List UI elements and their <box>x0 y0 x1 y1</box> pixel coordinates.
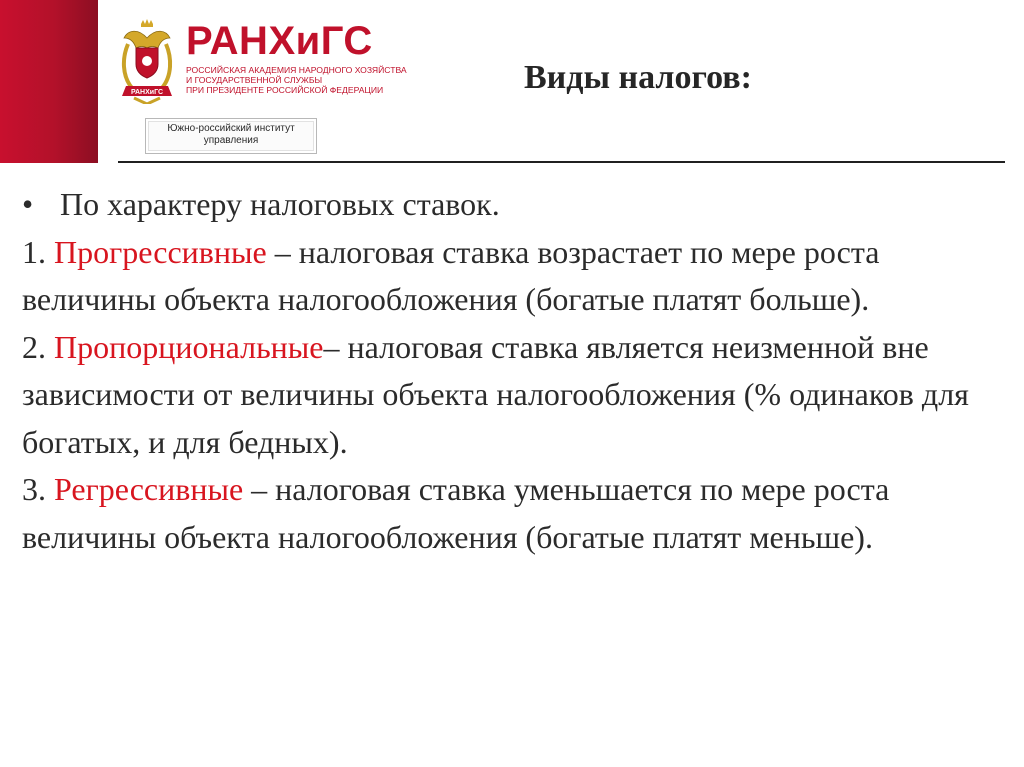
brand-subtitle <box>186 65 407 95</box>
bullet-dot: • <box>22 186 34 222</box>
item-term: Прогрессивные <box>54 233 267 270</box>
slide-body <box>22 181 1007 561</box>
item-term: Пропорциональные <box>54 328 324 365</box>
item-text: – налоговая ставка является неизменной вне зависимости от величины объекта налогообложения (% одинаков для богатых, и для бедных). <box>22 328 969 460</box>
item-term: Регрессивные <box>54 471 244 507</box>
list-item-regressive <box>22 466 1007 561</box>
bullet-text: По характеру налоговых ставок. <box>60 186 500 222</box>
brand-subtitle-line-2: И ГОСУДАРСТВЕННОЙ СЛУЖБЫ <box>186 75 323 85</box>
institute-line-2: управления <box>203 135 259 146</box>
item-number: 3. <box>22 471 54 507</box>
brand-block <box>186 19 407 95</box>
item-text: – налоговая ставка возрастает по мере роста величины объекта налогообложения (богатые платят больше). <box>22 233 880 317</box>
list-item-proportional <box>22 324 1007 467</box>
bullet-line <box>22 181 1007 229</box>
slide-title: Виды налогов: <box>524 59 752 96</box>
emblem-label: РАНХиГС <box>130 89 164 96</box>
institute-line-1: Южно-российский институт <box>167 123 295 134</box>
item-number: 2. <box>22 328 54 365</box>
brand-name: РАНХиГС <box>186 19 373 63</box>
red-accent-strip <box>0 0 98 163</box>
item-number: 1. <box>22 233 54 270</box>
brand-subtitle-line-3: ПРИ ПРЕЗИДЕНТЕ РОССИЙСКОЙ ФЕДЕРАЦИИ <box>186 85 384 95</box>
item-text: – налоговая ставка уменьшается по мере роста величины объекта налогообложения (богатые платят меньше). <box>22 471 890 555</box>
institute-box <box>145 118 317 154</box>
brand-subtitle-line-1: РОССИЙСКАЯ АКАДЕМИЯ НАРОДНОГО ХОЗЯЙСТВА <box>186 65 407 75</box>
header-divider <box>118 161 1005 163</box>
double-headed-eagle-crest-icon <box>118 18 176 104</box>
list-item-progressive <box>22 229 1007 324</box>
